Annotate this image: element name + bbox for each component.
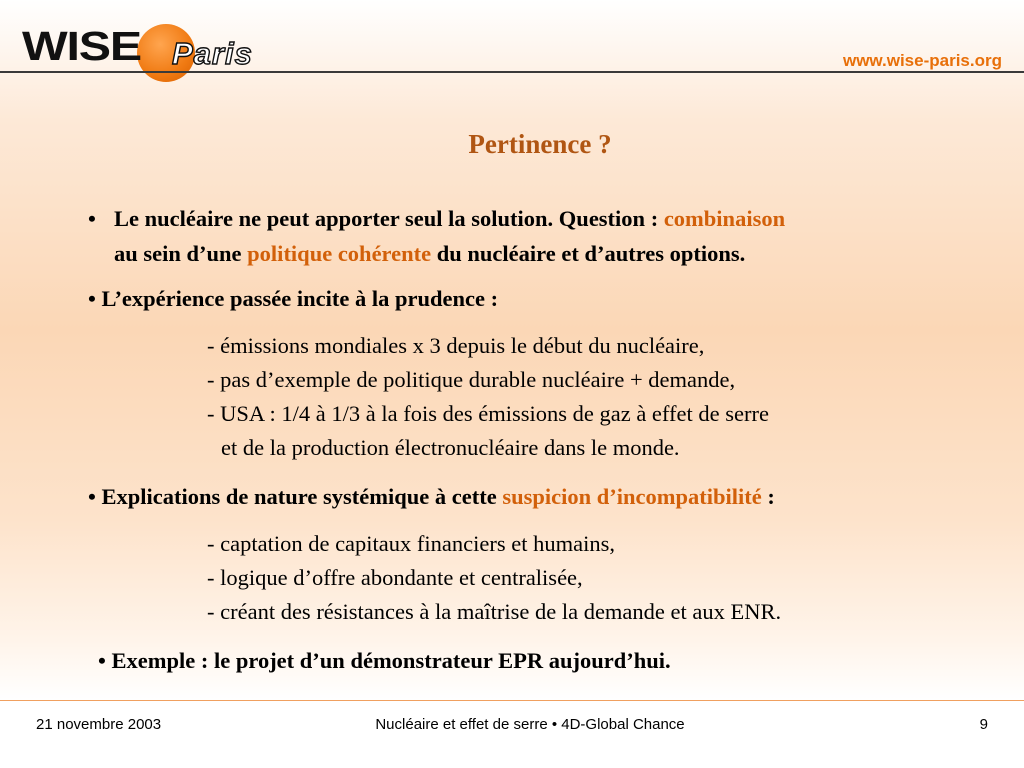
slide-title: Pertinence ? xyxy=(468,129,612,159)
footer-page-number: 9 xyxy=(979,716,988,733)
list-item: - captation de capitaux financiers et humains, xyxy=(207,531,615,556)
footer-date: 21 novembre 2003 xyxy=(36,716,162,733)
bullet-4: • Exemple : le projet d’un démonstrateur EPR aujourd’hui. xyxy=(98,648,671,673)
bullet-1-highlight-b: politique cohérente xyxy=(247,241,432,266)
bullet-1-text-c: du nucléaire et d’autres options. xyxy=(431,241,746,266)
bullet-2: • L’expérience passée incite à la prudence : xyxy=(88,286,499,311)
list-item-continuation: et de la production électronucléaire dans le monde. xyxy=(221,435,680,460)
list-item: - logique d’offre abondante et centralisée, xyxy=(207,565,583,590)
website-url: www.wise-paris.org xyxy=(842,51,1002,70)
list-item: - pas d’exemple de politique durable nucléaire + demande, xyxy=(207,367,736,392)
list-item: - émissions mondiales x 3 depuis le début du nucléaire, xyxy=(207,333,705,358)
bullet-1 xyxy=(88,201,988,271)
bullet-3-highlight: suspicion d’incompatibilité xyxy=(502,484,762,509)
bullet-2-sublist xyxy=(88,329,988,465)
bullet-3-text-b: : xyxy=(761,484,775,509)
footer-title: Nucléaire et effet de serre • 4D-Global Chance xyxy=(375,716,685,733)
bullet-1-text-b: au sein d’une xyxy=(114,241,248,266)
wise-paris-logo xyxy=(22,14,252,84)
bullet-1-text-a: Le nucléaire ne peut apporter seul la solution. Question : xyxy=(114,206,664,231)
list-item: - créant des résistances à la maîtrise de la demande et aux ENR. xyxy=(207,599,782,624)
bullet-1-highlight-a: combinaison xyxy=(663,206,786,231)
logo-wise-text: WISE xyxy=(22,23,141,69)
bullet-3-sublist xyxy=(88,527,988,629)
bullet-3-text-a: • Explications de nature systémique à cette xyxy=(88,484,503,509)
list-item: - USA : 1/4 à 1/3 à la fois des émissions de gaz à effet de serre xyxy=(207,401,769,426)
bullet-3 xyxy=(88,479,988,514)
bullet-1-marker: • xyxy=(88,206,96,231)
slide-content xyxy=(88,201,988,678)
logo-paris-text: Paris xyxy=(172,36,253,71)
header-divider xyxy=(0,71,1024,73)
footer-divider xyxy=(0,700,1024,701)
